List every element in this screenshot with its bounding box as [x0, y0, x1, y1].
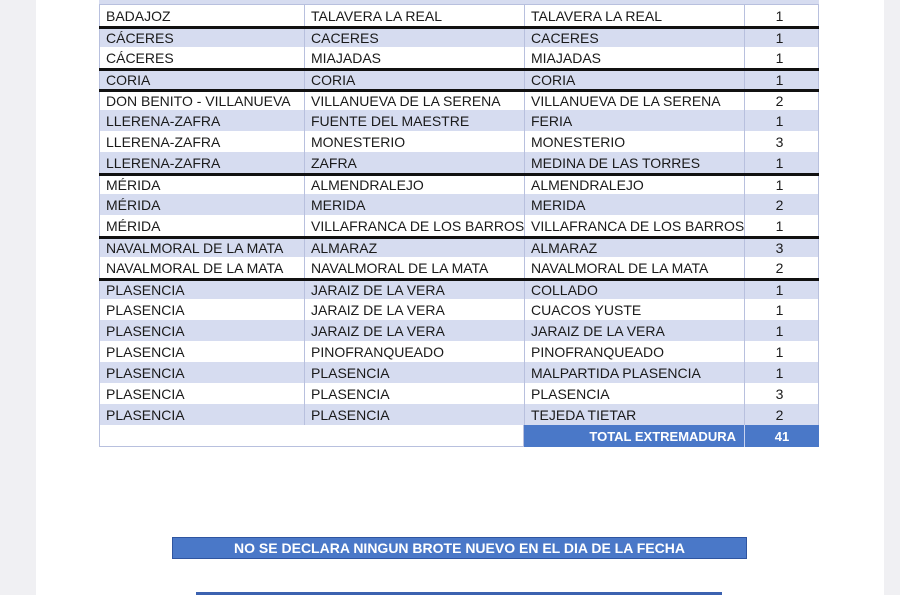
table-row	[99, 257, 819, 278]
table-row	[99, 299, 819, 320]
table-row	[99, 68, 819, 89]
table-row	[99, 173, 819, 194]
outbreak-count-cell: 3	[744, 383, 819, 404]
health-area-cell: MÉRIDA	[99, 215, 304, 236]
outbreak-count-cell: 1	[744, 341, 819, 362]
total-label: TOTAL EXTREMADURA	[524, 425, 744, 447]
table-row	[99, 404, 819, 425]
health-area-cell: PLASENCIA	[99, 362, 304, 383]
locality-cell: VILLANUEVA DE LA SERENA	[524, 92, 744, 110]
locality-cell: MALPARTIDA PLASENCIA	[524, 362, 744, 383]
locality-cell: CACERES	[524, 29, 744, 47]
outbreak-count-cell: 2	[744, 257, 819, 278]
health-area-cell: BADAJOZ	[99, 5, 304, 26]
table-row	[99, 320, 819, 341]
locality-cell: MERIDA	[524, 194, 744, 215]
health-zone-cell: TALAVERA LA REAL	[304, 5, 524, 26]
health-area-cell: PLASENCIA	[99, 281, 304, 299]
locality-cell: TEJEDA TIETAR	[524, 404, 744, 425]
table-row	[99, 152, 819, 173]
locality-cell: NAVALMORAL DE LA MATA	[524, 257, 744, 278]
health-zone-cell: CORIA	[304, 71, 524, 89]
locality-cell: MEDINA DE LAS TORRES	[524, 152, 744, 173]
health-area-cell: MÉRIDA	[99, 176, 304, 194]
outbreak-count-cell: 1	[744, 299, 819, 320]
health-zone-cell: PLASENCIA	[304, 383, 524, 404]
locality-cell: FERIA	[524, 110, 744, 131]
locality-cell: CORIA	[524, 71, 744, 89]
health-zone-cell: ALMARAZ	[304, 239, 524, 257]
table-row	[99, 278, 819, 299]
health-zone-cell: MERIDA	[304, 194, 524, 215]
health-zone-cell: JARAIZ DE LA VERA	[304, 281, 524, 299]
health-zone-cell: VILLAFRANCA DE LOS BARROS	[304, 215, 524, 236]
total-row-blank	[99, 425, 524, 447]
table-row	[99, 131, 819, 152]
health-zone-cell: JARAIZ DE LA VERA	[304, 299, 524, 320]
health-area-cell: LLERENA-ZAFRA	[99, 110, 304, 131]
health-area-cell: PLASENCIA	[99, 383, 304, 404]
health-area-cell: PLASENCIA	[99, 320, 304, 341]
health-area-cell: PLASENCIA	[99, 299, 304, 320]
no-new-outbreak-notice: NO SE DECLARA NINGUN BROTE NUEVO EN EL DIA DE LA FECHA	[172, 537, 747, 559]
table-row	[99, 383, 819, 404]
locality-cell: PINOFRANQUEADO	[524, 341, 744, 362]
outbreak-count-cell: 1	[744, 29, 819, 47]
health-area-cell: CÁCERES	[99, 29, 304, 47]
health-zone-cell: FUENTE DEL MAESTRE	[304, 110, 524, 131]
health-area-cell: CORIA	[99, 71, 304, 89]
outbreak-count-cell: 1	[744, 47, 819, 68]
health-zone-cell: CACERES	[304, 29, 524, 47]
locality-cell: PLASENCIA	[524, 383, 744, 404]
table-row	[99, 194, 819, 215]
outbreak-count-cell: 1	[744, 215, 819, 236]
outbreak-count-cell: 1	[744, 71, 819, 89]
outbreak-count-cell: 1	[744, 5, 819, 26]
health-zone-cell: PLASENCIA	[304, 362, 524, 383]
outbreak-count-cell: 1	[744, 320, 819, 341]
outbreak-count-cell: 2	[744, 404, 819, 425]
outbreak-count-cell: 1	[744, 110, 819, 131]
health-area-cell: NAVALMORAL DE LA MATA	[99, 257, 304, 278]
locality-cell: JARAIZ DE LA VERA	[524, 320, 744, 341]
table-row	[99, 236, 819, 257]
health-area-cell: NAVALMORAL DE LA MATA	[99, 239, 304, 257]
health-zone-cell: JARAIZ DE LA VERA	[304, 320, 524, 341]
table-row	[99, 47, 819, 68]
health-area-cell: CÁCERES	[99, 47, 304, 68]
outbreak-count-cell: 1	[744, 362, 819, 383]
locality-cell: VILLAFRANCA DE LOS BARROS	[524, 215, 744, 236]
locality-cell: MIAJADAS	[524, 47, 744, 68]
table-row	[99, 110, 819, 131]
outbreak-count-cell: 2	[744, 92, 819, 110]
outbreak-count-cell: 1	[744, 176, 819, 194]
health-area-cell: PLASENCIA	[99, 404, 304, 425]
health-zone-cell: VILLANUEVA DE LA SERENA	[304, 92, 524, 110]
outbreak-table	[99, 5, 819, 447]
locality-cell: ALMENDRALEJO	[524, 176, 744, 194]
table-row	[99, 89, 819, 110]
total-row	[99, 425, 819, 447]
health-zone-cell: NAVALMORAL DE LA MATA	[304, 257, 524, 278]
health-area-cell: LLERENA-ZAFRA	[99, 152, 304, 173]
table-row	[99, 5, 819, 26]
health-zone-cell: MIAJADAS	[304, 47, 524, 68]
outbreak-count-cell: 3	[744, 131, 819, 152]
table-row	[99, 341, 819, 362]
locality-cell: MONESTERIO	[524, 131, 744, 152]
outbreak-count-cell: 3	[744, 239, 819, 257]
health-zone-cell: MONESTERIO	[304, 131, 524, 152]
health-area-cell: MÉRIDA	[99, 194, 304, 215]
table-row	[99, 215, 819, 236]
outbreak-count-cell: 1	[744, 152, 819, 173]
outbreak-count-cell: 2	[744, 194, 819, 215]
health-area-cell: LLERENA-ZAFRA	[99, 131, 304, 152]
health-area-cell: DON BENITO - VILLANUEVA	[99, 92, 304, 110]
locality-cell: COLLADO	[524, 281, 744, 299]
health-zone-cell: ZAFRA	[304, 152, 524, 173]
locality-cell: TALAVERA LA REAL	[524, 5, 744, 26]
table-row	[99, 362, 819, 383]
locality-cell: CUACOS YUSTE	[524, 299, 744, 320]
health-area-cell: PLASENCIA	[99, 341, 304, 362]
outbreak-count-cell: 1	[744, 281, 819, 299]
total-value: 41	[744, 425, 819, 447]
health-zone-cell: PLASENCIA	[304, 404, 524, 425]
health-zone-cell: ALMENDRALEJO	[304, 176, 524, 194]
health-zone-cell: PINOFRANQUEADO	[304, 341, 524, 362]
locality-cell: ALMARAZ	[524, 239, 744, 257]
table-row	[99, 26, 819, 47]
